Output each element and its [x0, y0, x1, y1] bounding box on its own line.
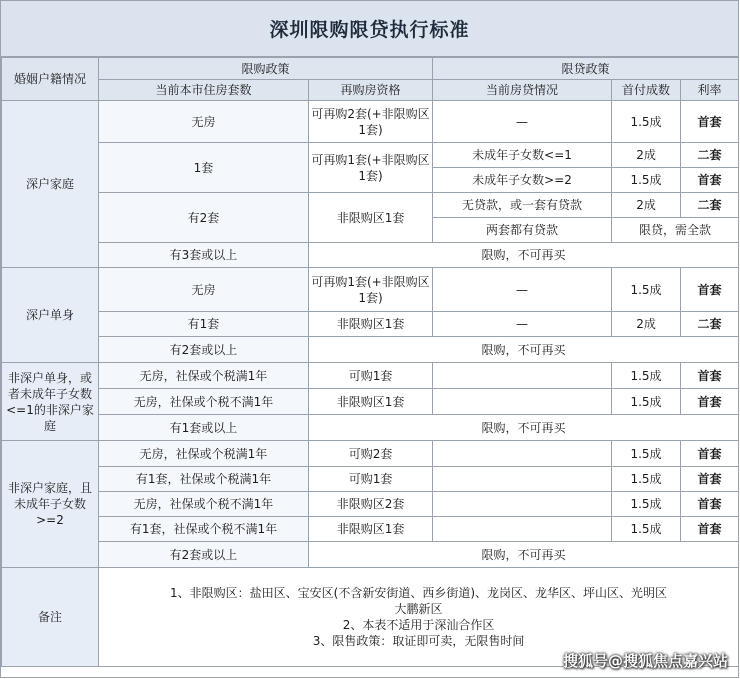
homes-cell: 无房	[99, 101, 309, 143]
header-interest-rate: 利率	[681, 80, 739, 101]
qualification-cell: 可再购1套(+非限购区1套)	[309, 143, 433, 193]
qualification-cell: 可购1套	[309, 467, 433, 492]
rate-cell: 二套	[681, 193, 739, 218]
loan-cell: —	[433, 101, 612, 143]
rate-cell: 首套	[681, 168, 739, 193]
loan-cell	[433, 389, 612, 415]
restricted-cell: 限购，不可再买	[309, 337, 739, 363]
header-rebuy-qualification: 再购房资格	[309, 80, 433, 101]
qualification-cell: 可购1套	[309, 363, 433, 389]
group-label-nonsz-single: 非深户单身，或者未成年子女数<=1的非深户家庭	[2, 363, 99, 441]
rate-cell: 首套	[681, 492, 739, 517]
table-row	[2, 143, 739, 168]
loan-cell: 未成年子女数<=1	[433, 143, 612, 168]
rate-cell: 首套	[681, 363, 739, 389]
loan-cell	[433, 467, 612, 492]
note-line-1: 1、非限购区：盐田区、宝安区(不含新安街道、西乡街道)、龙岗区、龙华区、坪山区、光明区	[170, 586, 668, 600]
table-row	[2, 389, 739, 415]
down-payment-cell: 2成	[612, 193, 681, 218]
down-payment-cell: 1.5成	[612, 517, 681, 542]
header-marital-status: 婚姻户籍情况	[2, 58, 99, 101]
qualification-cell: 非限购区2套	[309, 492, 433, 517]
header-down-payment: 首付成数	[612, 80, 681, 101]
qualification-cell: 可再购2套(+非限购区1套)	[309, 101, 433, 143]
loan-cell: 两套都有贷款	[433, 218, 612, 243]
down-rate-merged-cell: 限贷，需全款	[612, 218, 739, 243]
rate-cell: 首套	[681, 389, 739, 415]
table-row	[2, 337, 739, 363]
homes-cell: 无房，社保或个税满1年	[99, 363, 309, 389]
table-row	[2, 243, 739, 268]
qualification-cell: 可再购1套(+非限购区1套)	[309, 268, 433, 312]
homes-cell: 无房	[99, 268, 309, 312]
loan-cell: 无贷款，或一套有贷款	[433, 193, 612, 218]
qualification-cell: 非限购区1套	[309, 312, 433, 337]
homes-cell: 有2套或以上	[99, 542, 309, 568]
homes-cell: 有2套	[99, 193, 309, 243]
restricted-cell: 限购，不可再买	[309, 415, 739, 441]
group-label-nonsz-family: 非深户家庭，且未成年子女数>=2	[2, 441, 99, 568]
homes-cell: 有1套，社保或个税满1年	[99, 467, 309, 492]
header-purchase-policy: 限购政策	[99, 58, 433, 80]
loan-cell	[433, 441, 612, 467]
table-row	[2, 415, 739, 441]
homes-cell: 无房，社保或个税不满1年	[99, 389, 309, 415]
watermark-text: 搜狐号@搜狐焦点嘉兴站	[562, 652, 728, 670]
page-title: 深圳限购限贷执行标准	[1, 1, 738, 57]
homes-cell: 无房，社保或个税满1年	[99, 441, 309, 467]
note-line-3: 3、限售政策：取证即可卖，无限售时间	[312, 634, 525, 648]
header-current-homes: 当前本市住房套数	[99, 80, 309, 101]
notes-label: 备注	[2, 568, 99, 667]
table-row	[2, 492, 739, 517]
homes-cell: 有1套	[99, 312, 309, 337]
homes-cell: 有3套或以上	[99, 243, 309, 268]
table-row	[2, 193, 739, 218]
table-row	[2, 467, 739, 492]
policy-table	[1, 57, 739, 667]
down-payment-cell: 1.5成	[612, 101, 681, 143]
down-payment-cell: 1.5成	[612, 441, 681, 467]
homes-cell: 1套	[99, 143, 309, 193]
down-payment-cell: 1.5成	[612, 168, 681, 193]
table-row	[2, 312, 739, 337]
down-payment-cell: 1.5成	[612, 492, 681, 517]
table-row	[2, 101, 739, 143]
rate-cell: 首套	[681, 441, 739, 467]
group-label-sz-single: 深户单身	[2, 268, 99, 363]
rate-cell: 首套	[681, 467, 739, 492]
homes-cell: 有2套或以上	[99, 337, 309, 363]
loan-cell: —	[433, 268, 612, 312]
table-row	[2, 268, 739, 312]
restricted-cell: 限购，不可再买	[309, 542, 739, 568]
down-payment-cell: 2成	[612, 143, 681, 168]
loan-cell: —	[433, 312, 612, 337]
group-label-sz-family: 深户家庭	[2, 101, 99, 268]
down-payment-cell: 1.5成	[612, 268, 681, 312]
qualification-cell: 可购2套	[309, 441, 433, 467]
note-line-1b: 大鹏新区	[394, 602, 443, 616]
restricted-cell: 限购，不可再买	[309, 243, 739, 268]
qualification-cell: 非限购区1套	[309, 193, 433, 243]
down-payment-cell: 1.5成	[612, 467, 681, 492]
loan-cell	[433, 517, 612, 542]
table-row	[2, 441, 739, 467]
rate-cell: 二套	[681, 143, 739, 168]
rate-cell: 首套	[681, 101, 739, 143]
down-payment-cell: 1.5成	[612, 363, 681, 389]
homes-cell: 有1套，社保或个税不满1年	[99, 517, 309, 542]
qualification-cell: 非限购区1套	[309, 389, 433, 415]
rate-cell: 二套	[681, 312, 739, 337]
header-row-1	[2, 58, 739, 80]
table-row	[2, 517, 739, 542]
down-payment-cell: 2成	[612, 312, 681, 337]
table-row	[2, 363, 739, 389]
homes-cell: 有1套或以上	[99, 415, 309, 441]
rate-cell: 首套	[681, 268, 739, 312]
table-row	[2, 542, 739, 568]
loan-cell: 未成年子女数>=2	[433, 168, 612, 193]
down-payment-cell: 1.5成	[612, 389, 681, 415]
note-line-2: 2、本表不适用于深汕合作区	[342, 618, 495, 632]
loan-cell	[433, 363, 612, 389]
homes-cell: 无房，社保或个税不满1年	[99, 492, 309, 517]
rate-cell: 首套	[681, 517, 739, 542]
header-row-2	[2, 80, 739, 101]
header-current-loans: 当前房贷情况	[433, 80, 612, 101]
loan-cell	[433, 492, 612, 517]
header-loan-policy: 限贷政策	[433, 58, 739, 80]
qualification-cell: 非限购区1套	[309, 517, 433, 542]
